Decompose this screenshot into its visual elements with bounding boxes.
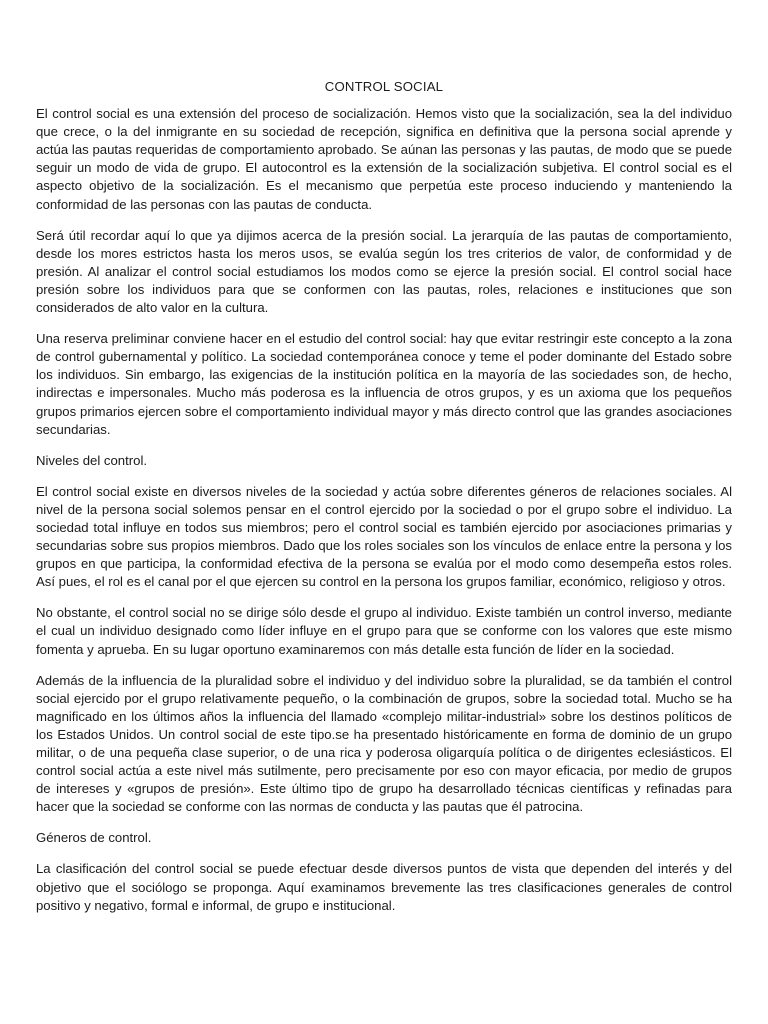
paragraph-presion-social: Será útil recordar aquí lo que ya dijimos acerca de la presión social. La jerarquía de las pautas de comportamiento, desde los mores estrictos hasta los meros usos, se evalúa según los tres criterios de valor, de conformidad y de presión. Al analizar el control social estudiamos los modos como se ejerce la presión social. El control social hace presión sobre los individuos para que se conformen con las pautas, roles, relaciones e instituciones que son considerados de alto valor en la cultura. <box>36 227 732 316</box>
document-title: CONTROL SOCIAL <box>324 79 444 94</box>
paragraph-niveles-3: Además de la influencia de la pluralidad sobre el individuo y del individuo sobre la pluralidad, se da también el control social ejercido por el grupo relativamente pequeño, o la combinación de grupos, sobre la sociedad total. Mucho se ha magnificado en los últimos años la influencia del llamado «complejo militar-industrial» sobre los destinos políticos de los Estados Unidos. Un control social de este tipo.se ha presentado históricamente en forma de dominio de un grupo militar, o de una pequeña clase superior, o de una rica y poderosa oligarquía política o de dirigentes eclesiásticos. El control social actúa a este nivel más sutilmente, pero precisamente por eso con mayor eficacia, por medio de grupos de intereses y «grupos de presión». Este último tipo de grupo ha desarrollado técnicas científicas y refinadas para hacer que la sociedad se conforme con las normas de conducta y las pautas que él patrocina. <box>36 672 732 815</box>
paragraph-generos-1: La clasificación del control social se puede efectuar desde diversos puntos de vista que dependen del interés y del objetivo que el sociólogo se proponga. Aquí examinamos brevemente las tres clasificaciones generales de control positivo y negativo, formal e informal, de grupo e institucional. <box>36 861 732 913</box>
paragraph-niveles-2: No obstante, el control social no se dirige sólo desde el grupo al individuo. Existe también un control inverso, mediante el cual un individuo designado como líder influye en el grupo para que se conforme con los valores que este mismo fomenta y aprueba. En su lugar oportuno examinaremos con más detalle esta función de líder en la sociedad. <box>36 605 732 657</box>
paragraph-intro: El control social es una extensión del proceso de socialización. Hemos visto que la socialización, sea la del individuo que crece, o la del inmigrante en su sociedad de recepción, significa en definitiva que la persona social aprende y actúa las pautas requeridas de comportamiento aprobado. Se aúnan las personas y las pautas, de modo que se puede seguir un modo de vida de grupo. El autocontrol es la extensión de la socialización subjetiva. El control social es el aspecto objetivo de la socialización. Es el mecanismo que perpetúa este proceso induciendo y manteniendo la conformidad de las personas con las pautas de conducta. <box>36 106 732 212</box>
section-heading-niveles: Niveles del control. <box>36 452 148 468</box>
paragraph-reserva: Una reserva preliminar conviene hacer en el estudio del control social: hay que evitar restringir este concepto a la zona de control gubernamental y político. La sociedad contemporánea conoce y teme el poder dominante del Estado sobre los individuos. Sin embargo, las exigencias de la institución política en la mayoría de las sociedades son, de hecho, indirectas e impersonales. Mucho más poderosa es la influencia de otros grupos, y es un axioma que los pequeños grupos primarios ejercen sobre el comportamiento individual mayor y más directo control que las grandes asociaciones secundarias. <box>36 331 732 437</box>
section-heading-generos: Géneros de control. <box>36 830 152 846</box>
paragraph-niveles-1: El control social existe en diversos niveles de la sociedad y actúa sobre diferentes géneros de relaciones sociales. Al nivel de la persona social solemos pensar en el control ejercido por la sociedad o por el grupo sobre el individuo. La sociedad total influye en todos sus miembros; pero el control social es también ejercido por asociaciones primarias y secundarias sobre sus propios miembros. Dado que los roles sociales son los vínculos de enlace entre la persona y los grupos en que participa, la conformidad efectiva de la persona se evalúa por el modo como desempeña estos roles. Así pues, el rol es el canal por el que ejercen su control en la persona los grupos familiar, económico, religioso y otros. <box>36 483 732 590</box>
